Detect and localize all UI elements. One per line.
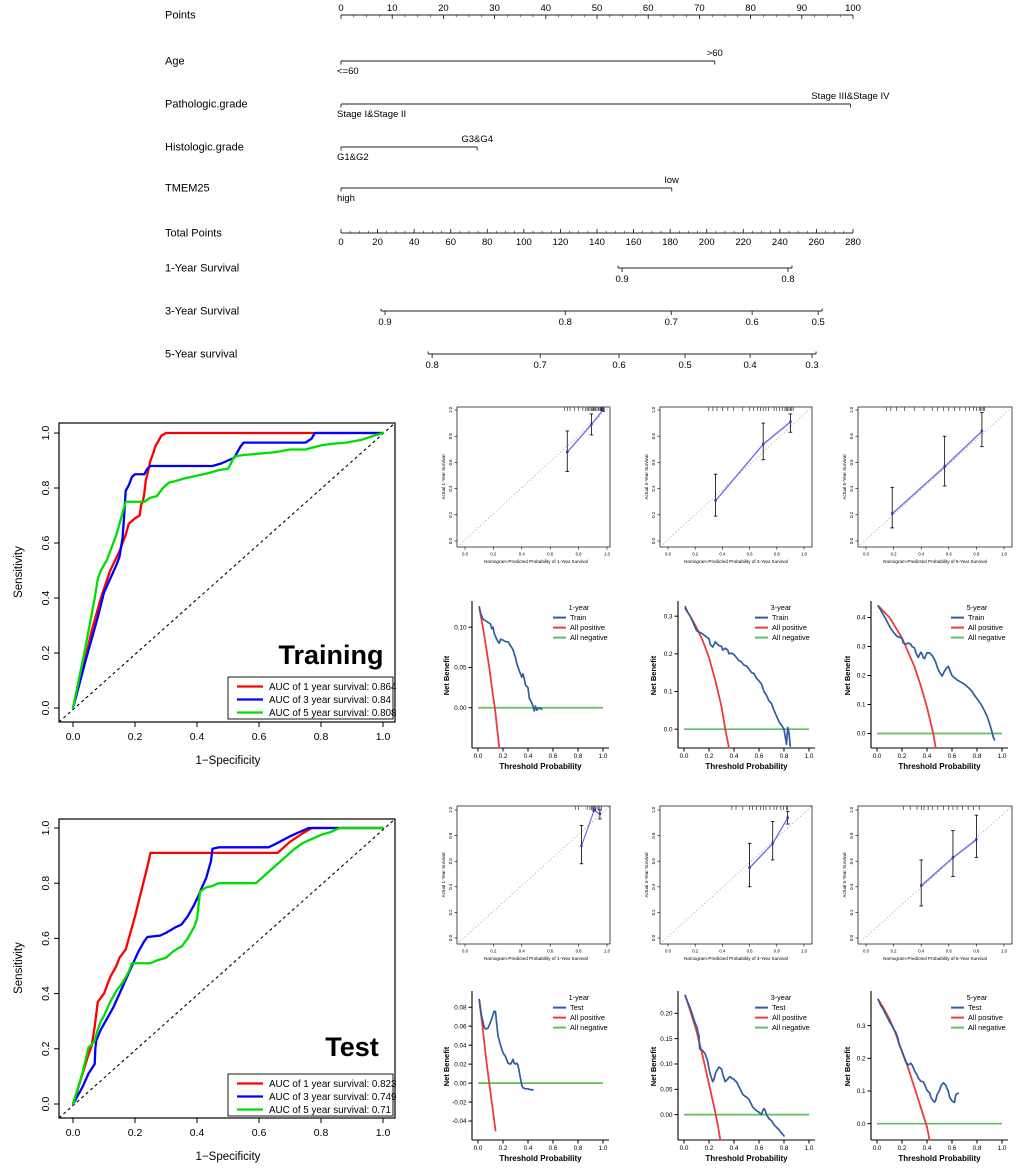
svg-text:high: high	[337, 193, 355, 204]
svg-text:0.08: 0.08	[454, 1004, 467, 1012]
svg-text:0.8: 0.8	[973, 948, 980, 954]
svg-text:Nomogram-Predicted Probability: Nomogram-Predicted Probability of 1-Year Survival	[484, 956, 588, 961]
svg-text:0.8: 0.8	[558, 317, 572, 328]
svg-text:1.0: 1.0	[804, 1145, 814, 1152]
svg-text:0.6: 0.6	[849, 858, 854, 865]
svg-text:All negative: All negative	[968, 1023, 1006, 1032]
svg-text:0.0: 0.0	[473, 1145, 483, 1152]
svg-text:All negative: All negative	[968, 633, 1006, 642]
svg-text:0.0: 0.0	[651, 935, 656, 941]
svg-text:0.6: 0.6	[947, 753, 957, 760]
svg-text:0.8: 0.8	[573, 753, 583, 760]
svg-text:0.0: 0.0	[856, 1120, 866, 1128]
svg-text:0.0: 0.0	[863, 551, 869, 557]
svg-text:0.2: 0.2	[127, 731, 143, 743]
svg-text:1.0: 1.0	[40, 820, 52, 836]
svg-text:60: 60	[642, 3, 654, 14]
svg-text:AUC of 3 year survival: 0.749: AUC of 3 year survival: 0.749	[269, 1092, 397, 1103]
svg-text:Histologic.grade: Histologic.grade	[165, 141, 244, 154]
svg-text:All positive: All positive	[968, 1013, 1003, 1022]
svg-text:Threshold Probability: Threshold Probability	[705, 1154, 788, 1163]
svg-text:0.8: 0.8	[651, 433, 656, 440]
svg-text:0.2: 0.2	[40, 645, 52, 661]
svg-text:0.8: 0.8	[773, 551, 780, 557]
svg-text:0.8: 0.8	[781, 274, 795, 285]
svg-text:0.4: 0.4	[448, 485, 453, 492]
svg-text:0.8: 0.8	[573, 1145, 583, 1152]
svg-text:0.1: 0.1	[856, 1088, 866, 1096]
svg-text:20: 20	[372, 237, 383, 248]
svg-text:All positive: All positive	[772, 1013, 807, 1022]
svg-text:0.7: 0.7	[664, 317, 678, 328]
svg-text:0.6: 0.6	[754, 1145, 764, 1152]
svg-text:20: 20	[438, 3, 449, 14]
svg-text:Test: Test	[968, 1003, 982, 1012]
svg-text:G3&G4: G3&G4	[461, 134, 494, 145]
svg-text:0.0: 0.0	[872, 753, 882, 760]
svg-text:0.6: 0.6	[40, 535, 52, 551]
svg-text:40: 40	[408, 237, 420, 248]
svg-text:0.8: 0.8	[313, 731, 329, 743]
svg-text:0.4: 0.4	[189, 731, 205, 743]
svg-text:0.2: 0.2	[490, 551, 497, 557]
svg-text:0.2: 0.2	[897, 753, 907, 760]
svg-text:Nomogram-Predicted Probability: Nomogram-Predicted Probability of 3-Year Survival	[684, 956, 788, 961]
svg-text:0.0: 0.0	[462, 551, 468, 557]
svg-text:Nomogram-Predicted Probability: Nomogram-Predicted Probability of 5-Year Survival	[883, 559, 987, 564]
svg-text:0.8: 0.8	[651, 832, 656, 839]
svg-text:0.8: 0.8	[972, 753, 982, 760]
svg-text:0.0: 0.0	[849, 538, 854, 544]
svg-text:0.0: 0.0	[40, 1096, 52, 1112]
svg-text:0.2: 0.2	[490, 948, 497, 954]
svg-text:0.4: 0.4	[743, 360, 757, 371]
svg-text:1.0: 1.0	[40, 425, 52, 441]
svg-text:Training: Training	[278, 640, 384, 670]
svg-text:1.0: 1.0	[849, 407, 854, 413]
svg-text:0.6: 0.6	[651, 858, 656, 865]
svg-text:0.2: 0.2	[651, 909, 656, 916]
svg-text:90: 90	[796, 3, 808, 14]
svg-text:50: 50	[591, 3, 603, 14]
svg-text:280: 280	[845, 237, 861, 248]
svg-text:TMEM25: TMEM25	[165, 182, 210, 195]
svg-text:0.9: 0.9	[615, 274, 629, 285]
svg-text:1.0: 1.0	[448, 807, 453, 813]
svg-text:0.8: 0.8	[575, 948, 582, 954]
svg-text:0.15: 0.15	[660, 1035, 673, 1043]
svg-text:180: 180	[662, 237, 679, 248]
svg-text:1.0: 1.0	[849, 807, 854, 813]
svg-text:Net Benefit: Net Benefit	[442, 1046, 451, 1087]
svg-text:0.0: 0.0	[856, 730, 866, 738]
svg-text:Threshold Probability: Threshold Probability	[499, 1154, 582, 1163]
svg-text:1.0: 1.0	[598, 753, 608, 760]
svg-text:0.0: 0.0	[448, 538, 453, 544]
svg-text:0.4: 0.4	[651, 485, 656, 492]
svg-text:0.6: 0.6	[945, 551, 952, 557]
svg-text:0.10: 0.10	[660, 1061, 673, 1069]
svg-text:0.2: 0.2	[692, 948, 699, 954]
svg-text:Net Benefit: Net Benefit	[649, 655, 658, 696]
svg-text:1.0: 1.0	[375, 731, 391, 743]
svg-text:0.5: 0.5	[811, 317, 825, 328]
svg-text:0.0: 0.0	[462, 948, 468, 954]
svg-text:0.0: 0.0	[651, 538, 656, 544]
svg-text:Net Benefit: Net Benefit	[843, 1046, 852, 1087]
svg-text:0.1: 0.1	[663, 688, 673, 696]
svg-text:1-Year Survival: 1-Year Survival	[165, 262, 240, 275]
svg-text:240: 240	[771, 237, 788, 248]
svg-text:0.4: 0.4	[918, 551, 925, 557]
svg-text:0.0: 0.0	[849, 935, 854, 941]
svg-text:100: 100	[845, 3, 861, 14]
svg-text:0.2: 0.2	[651, 511, 656, 518]
svg-text:1.0: 1.0	[804, 753, 814, 760]
svg-text:Threshold Probability: Threshold Probability	[898, 1154, 981, 1163]
svg-text:Train: Train	[968, 613, 985, 622]
svg-text:Actual 5-Year Survival: Actual 5-Year Survival	[842, 852, 847, 898]
svg-text:1-year: 1-year	[568, 993, 590, 1002]
svg-text:0.3: 0.3	[663, 613, 673, 621]
svg-text:0.2: 0.2	[849, 909, 854, 916]
svg-text:Test: Test	[325, 1032, 379, 1062]
svg-text:0.20: 0.20	[660, 1010, 673, 1018]
svg-text:Points: Points	[165, 9, 196, 22]
svg-text:AUC of 5 year survival: 0.808: AUC of 5 year survival: 0.808	[269, 708, 397, 719]
svg-text:0.2: 0.2	[890, 551, 897, 557]
svg-text:1.0: 1.0	[1001, 551, 1007, 557]
svg-text:0.2: 0.2	[498, 753, 508, 760]
svg-text:0.0: 0.0	[65, 731, 81, 743]
svg-text:AUC of 3 year survival: 0.84: AUC of 3 year survival: 0.84	[269, 695, 391, 706]
svg-text:0.8: 0.8	[448, 433, 453, 440]
svg-text:1.0: 1.0	[604, 551, 610, 557]
svg-text:1-year: 1-year	[568, 603, 590, 612]
svg-text:0.8: 0.8	[40, 875, 52, 891]
svg-text:0.4: 0.4	[448, 883, 453, 890]
svg-text:0.4: 0.4	[651, 883, 656, 890]
svg-text:0.2: 0.2	[856, 672, 866, 680]
svg-text:0.2: 0.2	[856, 1055, 866, 1063]
svg-text:40: 40	[540, 3, 552, 14]
svg-text:0.6: 0.6	[754, 753, 764, 760]
svg-text:0.0: 0.0	[65, 1127, 81, 1139]
svg-text:0.0: 0.0	[665, 948, 671, 954]
svg-text:0.4: 0.4	[856, 614, 866, 622]
svg-text:Total Points: Total Points	[165, 227, 222, 240]
svg-text:Actual 1-Year Survival: Actual 1-Year Survival	[441, 454, 446, 500]
svg-text:140: 140	[589, 237, 605, 248]
svg-text:0.3: 0.3	[856, 1022, 866, 1030]
svg-text:0.2: 0.2	[498, 1145, 508, 1152]
svg-text:120: 120	[552, 237, 569, 248]
svg-text:0.4: 0.4	[523, 1145, 533, 1152]
svg-text:Pathologic.grade: Pathologic.grade	[165, 98, 248, 111]
svg-text:5-year: 5-year	[966, 993, 988, 1002]
svg-text:1.0: 1.0	[801, 551, 807, 557]
svg-text:0.00: 0.00	[454, 1080, 467, 1088]
svg-text:0.6: 0.6	[746, 551, 753, 557]
svg-text:0.3: 0.3	[805, 360, 819, 371]
svg-text:0.4: 0.4	[849, 485, 854, 492]
svg-text:1−Specificity: 1−Specificity	[195, 755, 261, 767]
svg-text:0.6: 0.6	[548, 753, 558, 760]
svg-text:5-Year survival: 5-Year survival	[165, 348, 238, 361]
svg-text:>60: >60	[706, 48, 723, 59]
svg-text:0.6: 0.6	[746, 948, 753, 954]
svg-text:0.5: 0.5	[678, 360, 692, 371]
svg-text:All positive: All positive	[570, 623, 605, 632]
svg-text:Threshold Probability: Threshold Probability	[898, 762, 981, 771]
svg-text:60: 60	[445, 237, 457, 248]
svg-text:220: 220	[735, 237, 752, 248]
svg-text:5-year: 5-year	[966, 603, 988, 612]
svg-text:0.0: 0.0	[448, 935, 453, 941]
svg-text:0.2: 0.2	[663, 651, 673, 659]
svg-text:0.6: 0.6	[945, 948, 952, 954]
svg-text:200: 200	[698, 237, 715, 248]
svg-text:0.05: 0.05	[454, 664, 467, 672]
svg-text:0.2: 0.2	[704, 753, 714, 760]
svg-text:1.0: 1.0	[1001, 948, 1007, 954]
svg-text:0.6: 0.6	[251, 731, 267, 743]
svg-text:1.0: 1.0	[375, 1127, 391, 1139]
svg-text:0.2: 0.2	[448, 511, 453, 518]
svg-text:0.9: 0.9	[378, 317, 392, 328]
svg-text:0.6: 0.6	[547, 551, 554, 557]
svg-text:0.6: 0.6	[548, 1145, 558, 1152]
svg-text:0.2: 0.2	[897, 1145, 907, 1152]
svg-text:0.05: 0.05	[660, 1086, 673, 1094]
svg-text:0.4: 0.4	[729, 753, 739, 760]
svg-text:70: 70	[694, 3, 705, 14]
svg-text:0.0: 0.0	[863, 948, 869, 954]
svg-text:0.8: 0.8	[973, 551, 980, 557]
svg-text:0.6: 0.6	[612, 360, 626, 371]
svg-text:Sensitivity: Sensitivity	[13, 942, 25, 994]
svg-text:0.6: 0.6	[651, 459, 656, 466]
svg-text:1.0: 1.0	[604, 948, 610, 954]
svg-text:0.00: 0.00	[454, 704, 467, 712]
svg-text:0.8: 0.8	[313, 1127, 329, 1139]
svg-text:0.8: 0.8	[773, 948, 780, 954]
svg-text:3-year: 3-year	[770, 993, 792, 1002]
svg-text:All negative: All negative	[772, 633, 810, 642]
svg-text:0.4: 0.4	[40, 590, 52, 606]
svg-text:0.0: 0.0	[473, 753, 483, 760]
svg-text:Net Benefit: Net Benefit	[442, 655, 451, 696]
svg-text:<=60: <=60	[337, 66, 359, 77]
svg-text:0.6: 0.6	[947, 1145, 957, 1152]
svg-text:-0.04: -0.04	[452, 1118, 467, 1126]
svg-text:0.0: 0.0	[679, 1145, 689, 1152]
svg-text:All positive: All positive	[772, 623, 807, 632]
svg-text:Stage I&Stage II: Stage I&Stage II	[337, 109, 407, 120]
svg-text:1.0: 1.0	[997, 753, 1007, 760]
svg-text:Net Benefit: Net Benefit	[649, 1046, 658, 1087]
svg-text:0.4: 0.4	[719, 948, 726, 954]
svg-text:Threshold Probability: Threshold Probability	[705, 762, 788, 771]
svg-text:All negative: All negative	[570, 1023, 608, 1032]
svg-text:0.8: 0.8	[425, 360, 439, 371]
svg-text:0.6: 0.6	[547, 948, 554, 954]
svg-text:0.06: 0.06	[454, 1023, 467, 1031]
svg-text:160: 160	[625, 237, 642, 248]
svg-text:1.0: 1.0	[598, 1145, 608, 1152]
svg-text:low: low	[664, 175, 679, 186]
svg-text:80: 80	[481, 237, 493, 248]
svg-text:0.10: 0.10	[454, 624, 467, 632]
svg-text:Nomogram-Predicted Probability: Nomogram-Predicted Probability of 3-Year Survival	[684, 559, 788, 564]
svg-text:Sensitivity: Sensitivity	[13, 546, 25, 598]
svg-text:0.4: 0.4	[922, 753, 932, 760]
svg-text:1.0: 1.0	[997, 1145, 1007, 1152]
svg-text:0.4: 0.4	[918, 948, 925, 954]
svg-text:Test: Test	[570, 1003, 584, 1012]
svg-text:All negative: All negative	[772, 1023, 810, 1032]
svg-text:0.8: 0.8	[40, 480, 52, 496]
svg-text:0.8: 0.8	[972, 1145, 982, 1152]
svg-text:0.2: 0.2	[890, 948, 897, 954]
svg-text:0.0: 0.0	[872, 1145, 882, 1152]
svg-text:1.0: 1.0	[448, 407, 453, 413]
svg-text:0: 0	[338, 3, 344, 14]
svg-text:0.4: 0.4	[40, 986, 52, 1001]
svg-text:10: 10	[386, 3, 398, 14]
svg-text:0.8: 0.8	[779, 1145, 789, 1152]
svg-text:Actual 3-Year Survival: Actual 3-Year Survival	[644, 852, 649, 898]
svg-text:0.8: 0.8	[849, 433, 854, 440]
svg-text:Test: Test	[772, 1003, 786, 1012]
svg-text:AUC of 1 year survival: 0.823: AUC of 1 year survival: 0.823	[269, 1079, 397, 1090]
svg-text:0.2: 0.2	[692, 551, 699, 557]
svg-text:3-year: 3-year	[770, 603, 792, 612]
svg-text:0.1: 0.1	[856, 701, 866, 709]
svg-text:0.4: 0.4	[849, 883, 854, 890]
svg-text:0.6: 0.6	[849, 459, 854, 466]
svg-text:0: 0	[338, 237, 344, 248]
svg-text:AUC of 1 year survival: 0.864: AUC of 1 year survival: 0.864	[269, 682, 397, 693]
svg-text:Actual 1-Year Survival: Actual 1-Year Survival	[441, 852, 446, 898]
svg-text:0.0: 0.0	[665, 551, 671, 557]
svg-text:Stage III&Stage IV: Stage III&Stage IV	[811, 91, 890, 102]
svg-text:100: 100	[515, 237, 532, 248]
svg-text:Train: Train	[570, 613, 587, 622]
svg-text:80: 80	[745, 3, 756, 14]
svg-text:All negative: All negative	[570, 633, 608, 642]
svg-text:Net Benefit: Net Benefit	[843, 655, 852, 696]
svg-text:Train: Train	[772, 613, 789, 622]
svg-text:0.6: 0.6	[745, 317, 759, 328]
svg-text:30: 30	[489, 3, 500, 14]
svg-text:Nomogram-Predicted Probability: Nomogram-Predicted Probability of 5-Year Survival	[883, 956, 987, 961]
svg-text:0.4: 0.4	[719, 551, 726, 557]
svg-text:G1&G2: G1&G2	[337, 152, 369, 163]
svg-text:Threshold Probability: Threshold Probability	[499, 762, 582, 771]
svg-text:260: 260	[808, 237, 825, 248]
svg-text:0.3: 0.3	[856, 643, 866, 651]
svg-text:0.4: 0.4	[189, 1127, 205, 1139]
svg-text:0.6: 0.6	[448, 858, 453, 865]
svg-text:0.00: 0.00	[660, 1111, 673, 1119]
svg-text:0.02: 0.02	[454, 1061, 467, 1069]
svg-text:Actual 3-Year Survival: Actual 3-Year Survival	[644, 454, 649, 500]
svg-text:0.0: 0.0	[663, 726, 673, 734]
svg-text:0.2: 0.2	[849, 511, 854, 518]
svg-text:0.4: 0.4	[518, 551, 525, 557]
svg-text:0.7: 0.7	[533, 360, 547, 371]
svg-text:All positive: All positive	[968, 623, 1003, 632]
svg-text:1.0: 1.0	[651, 807, 656, 813]
svg-text:0.8: 0.8	[575, 551, 582, 557]
svg-text:0.4: 0.4	[523, 753, 533, 760]
svg-text:0.6: 0.6	[40, 931, 52, 946]
svg-text:0.0: 0.0	[40, 700, 52, 716]
svg-text:0.6: 0.6	[251, 1127, 267, 1139]
svg-text:Actual 5-Year Survival: Actual 5-Year Survival	[842, 454, 847, 500]
svg-text:0.6: 0.6	[448, 459, 453, 466]
svg-text:0.4: 0.4	[729, 1145, 739, 1152]
svg-text:0.2: 0.2	[127, 1127, 143, 1139]
svg-text:All positive: All positive	[570, 1013, 605, 1022]
svg-text:0.4: 0.4	[922, 1145, 932, 1152]
svg-text:1.0: 1.0	[801, 948, 807, 954]
svg-text:0.8: 0.8	[448, 832, 453, 839]
svg-text:3-Year Survival: 3-Year Survival	[165, 305, 240, 318]
svg-text:-0.02: -0.02	[452, 1099, 467, 1107]
svg-text:0.0: 0.0	[679, 753, 689, 760]
svg-text:0.2: 0.2	[448, 909, 453, 916]
svg-text:0.4: 0.4	[518, 948, 525, 954]
svg-text:AUC of 5 year survival: 0.71: AUC of 5 year survival: 0.71	[269, 1105, 391, 1116]
svg-text:1.0: 1.0	[651, 407, 656, 413]
svg-text:Age: Age	[165, 55, 185, 68]
svg-text:0.2: 0.2	[704, 1145, 714, 1152]
svg-text:Nomogram-Predicted Probability: Nomogram-Predicted Probability of 1-Year Survival	[484, 559, 588, 564]
svg-text:1−Specificity: 1−Specificity	[195, 1151, 261, 1163]
svg-text:0.2: 0.2	[40, 1041, 52, 1057]
svg-text:0.8: 0.8	[779, 753, 789, 760]
svg-text:0.04: 0.04	[454, 1042, 467, 1050]
svg-text:0.8: 0.8	[849, 832, 854, 839]
